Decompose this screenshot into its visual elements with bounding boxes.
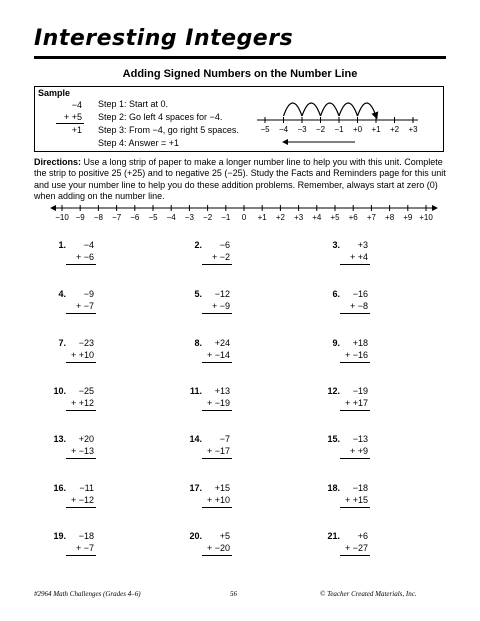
problem-7 (50, 338, 130, 378)
problem-addend-a: −18 (78, 531, 94, 541)
problem-addend-a: +24 (214, 338, 230, 348)
problem-addend-b: + +12 (70, 398, 94, 408)
problem-addend-a: −12 (214, 289, 230, 299)
sample-hop-arc (339, 103, 358, 116)
problem-addend-b: + −7 (75, 301, 94, 311)
problem-number: 12. (327, 386, 340, 396)
problem-10 (50, 386, 130, 426)
sample-tick-label: −4 (278, 125, 289, 134)
problem-addend-b: + −16 (344, 350, 368, 360)
problem-addend-b: + −2 (211, 252, 230, 262)
problem-9 (324, 338, 404, 378)
problem-addend-a: +15 (214, 483, 230, 493)
problem-sum-line (66, 264, 96, 265)
sample-step-1: Step 1: Start at 0. (98, 99, 169, 109)
title-rule (34, 56, 446, 59)
problem-addend-a: +13 (214, 386, 230, 396)
sample-tick-label: −3 (297, 125, 307, 134)
main-tick-label: −3 (184, 213, 194, 222)
sample-hop-arc (284, 103, 303, 116)
problem-15 (324, 434, 404, 474)
problem-sum-line (340, 458, 370, 459)
main-tick-label: +8 (385, 213, 395, 222)
problem-addend-a: −16 (352, 289, 368, 299)
problem-number: 19. (53, 531, 66, 541)
main-right-arrowhead (432, 205, 438, 211)
sample-tick-label: −5 (260, 125, 270, 134)
problem-number: 18. (327, 483, 340, 493)
main-tick-label: −6 (130, 213, 140, 222)
problem-sum-line (340, 507, 370, 508)
footer-page-number: 56 (230, 590, 237, 598)
problem-sum-line (66, 362, 96, 363)
problem-6 (324, 289, 404, 329)
problem-sum-line (202, 264, 232, 265)
problem-addend-b: + +10 (206, 495, 230, 505)
problem-sum-line (202, 555, 232, 556)
problem-addend-b: + −12 (70, 495, 94, 505)
problem-8 (186, 338, 266, 378)
problem-sum-line (66, 555, 96, 556)
problem-addend-b: + −9 (211, 301, 230, 311)
problem-addend-a: −11 (79, 483, 94, 493)
problem-addend-a: +20 (78, 434, 94, 444)
sample-tick-label: +1 (371, 125, 381, 134)
main-tick-label: −4 (166, 213, 176, 222)
main-tick-label: −2 (203, 213, 213, 222)
problem-addend-a: −23 (78, 338, 94, 348)
problem-number: 7. (58, 338, 66, 348)
problem-addend-b: + −20 (206, 543, 230, 553)
main-tick-label: +2 (275, 213, 285, 222)
problem-sum-line (340, 264, 370, 265)
problem-sum-line (202, 362, 232, 363)
problem-number: 11. (189, 386, 202, 396)
sample-sum-line (56, 123, 84, 124)
problem-addend-a: −4 (83, 240, 94, 250)
problem-addend-b: + −7 (75, 543, 94, 553)
main-tick-label: 0 (241, 213, 247, 222)
problem-number: 8. (194, 338, 202, 348)
main-tick-label: +5 (330, 213, 340, 222)
sample-hop-arc (358, 103, 377, 116)
sample-step-4: Step 4: Answer = +1 (98, 138, 180, 148)
problem-sum-line (66, 410, 96, 411)
problem-number: 4. (58, 289, 66, 299)
problem-number: 2. (194, 240, 202, 250)
problem-17 (186, 483, 266, 523)
main-tick-label: −7 (112, 213, 122, 222)
problem-addend-a: −7 (219, 434, 230, 444)
sample-hop-arc (302, 103, 321, 116)
problem-sum-line (66, 313, 96, 314)
sample-addend-b: + +5 (63, 112, 82, 122)
problem-addend-a: +5 (219, 531, 230, 541)
problem-4 (50, 289, 130, 329)
sample-tick-label: −2 (315, 125, 326, 134)
problem-2 (186, 240, 266, 280)
sample-tick-label: +3 (408, 125, 418, 134)
problem-addend-b: + −8 (349, 301, 368, 311)
problem-18 (324, 483, 404, 523)
problem-21 (324, 531, 404, 571)
main-left-arrowhead (50, 205, 56, 211)
problem-addend-b: + −14 (206, 350, 230, 360)
problem-sum-line (340, 410, 370, 411)
directions-lead: Directions: (34, 157, 82, 167)
problem-sum-line (202, 458, 232, 459)
problem-14 (186, 434, 266, 474)
problem-addend-b: + −27 (344, 543, 368, 553)
problem-1 (50, 240, 130, 280)
problem-13 (50, 434, 130, 474)
problem-number: 14. (189, 434, 202, 444)
sample-addend-a: −4 (71, 100, 82, 110)
problem-number: 13. (53, 434, 66, 444)
page-title: Interesting Integers (34, 26, 294, 51)
problem-addend-b: + +9 (349, 446, 368, 456)
sample-tick-label: +2 (389, 125, 400, 134)
problem-number: 10. (53, 386, 66, 396)
problem-sum-line (202, 313, 232, 314)
sample-label: Sample (38, 88, 71, 98)
problem-5 (186, 289, 266, 329)
problem-addend-b: + +10 (70, 350, 94, 360)
main-tick-label: +3 (294, 213, 304, 222)
problem-sum-line (202, 410, 232, 411)
problem-addend-a: −6 (219, 240, 230, 250)
directions (34, 157, 446, 202)
sample-hop-arc (321, 103, 340, 116)
sample-answer: +1 (71, 125, 82, 135)
problem-number: 17. (189, 483, 202, 493)
footer-left: #2964 Math Challenges (Grades 4–6) (34, 590, 141, 598)
problem-number: 20. (189, 531, 202, 541)
problem-16 (50, 483, 130, 523)
main-tick-label: +9 (403, 213, 413, 222)
problem-sum-line (66, 507, 96, 508)
problem-addend-a: −13 (352, 434, 368, 444)
footer-right: © Teacher Created Materials, Inc. (320, 590, 417, 598)
main-number-line (50, 200, 440, 228)
problem-addend-b: + +15 (344, 495, 368, 505)
problem-number: 15. (327, 434, 340, 444)
problem-addend-b: + −17 (206, 446, 230, 456)
problem-addend-a: +18 (352, 338, 368, 348)
problem-number: 1. (58, 240, 66, 250)
problem-addend-a: +6 (357, 531, 368, 541)
main-tick-label: −5 (148, 213, 158, 222)
section-subtitle: Adding Signed Numbers on the Number Line (122, 68, 358, 80)
sample-hop-arcs (284, 103, 377, 116)
main-tick-label: −8 (93, 213, 103, 222)
problem-number: 9. (332, 338, 340, 348)
problem-20 (186, 531, 266, 571)
sample-tick-label: +0 (352, 125, 363, 134)
main-tick-label: +4 (312, 213, 322, 222)
problem-number: 6. (332, 289, 340, 299)
problem-addend-b: + +4 (349, 252, 368, 262)
directions-text: Use a long strip of paper to make a longer number line to help you with this unit. Complete the strip to positive 25 (+25) and to negative 25 (−25). Study the Facts and Reminders page for this unit and use your number line to help you do these addition problems. Remember, always start at zero (0) when adding on the number line. (34, 157, 446, 201)
main-tick-label: −9 (75, 213, 85, 222)
main-tick-label: +1 (257, 213, 267, 222)
problem-number: 21. (327, 531, 340, 541)
problem-addend-b: + +17 (344, 398, 368, 408)
problem-19 (50, 531, 130, 571)
problem-sum-line (340, 555, 370, 556)
main-tick-label: +10 (419, 213, 433, 222)
problem-number: 3. (332, 240, 340, 250)
problem-11 (186, 386, 266, 426)
sample-number-line (255, 92, 420, 150)
problem-number: 16. (53, 483, 66, 493)
main-tick-label: −1 (221, 213, 231, 222)
problem-number: 5. (194, 289, 202, 299)
problem-addend-b: + −19 (206, 398, 230, 408)
problem-addend-a: −19 (352, 386, 368, 396)
main-tick-label: +7 (366, 213, 376, 222)
sample-tick-label: −1 (334, 125, 344, 134)
problem-addend-a: −9 (83, 289, 94, 299)
problem-addend-b: + −13 (70, 446, 94, 456)
problem-sum-line (66, 458, 96, 459)
problem-3 (324, 240, 404, 280)
problem-sum-line (202, 507, 232, 508)
sample-step-2: Step 2: Go left 4 spaces for −4. (98, 112, 223, 122)
problem-addend-a: −18 (352, 483, 368, 493)
problem-addend-b: + −6 (75, 252, 94, 262)
main-tick-label: −10 (55, 213, 69, 222)
problem-12 (324, 386, 404, 426)
problem-sum-line (340, 362, 370, 363)
problem-sum-line (340, 313, 370, 314)
problem-addend-a: −25 (78, 386, 94, 396)
main-tick-label: +6 (348, 213, 358, 222)
problem-addend-a: +3 (357, 240, 368, 250)
sample-step-3: Step 3: From −4, go right 5 spaces. (98, 125, 239, 135)
